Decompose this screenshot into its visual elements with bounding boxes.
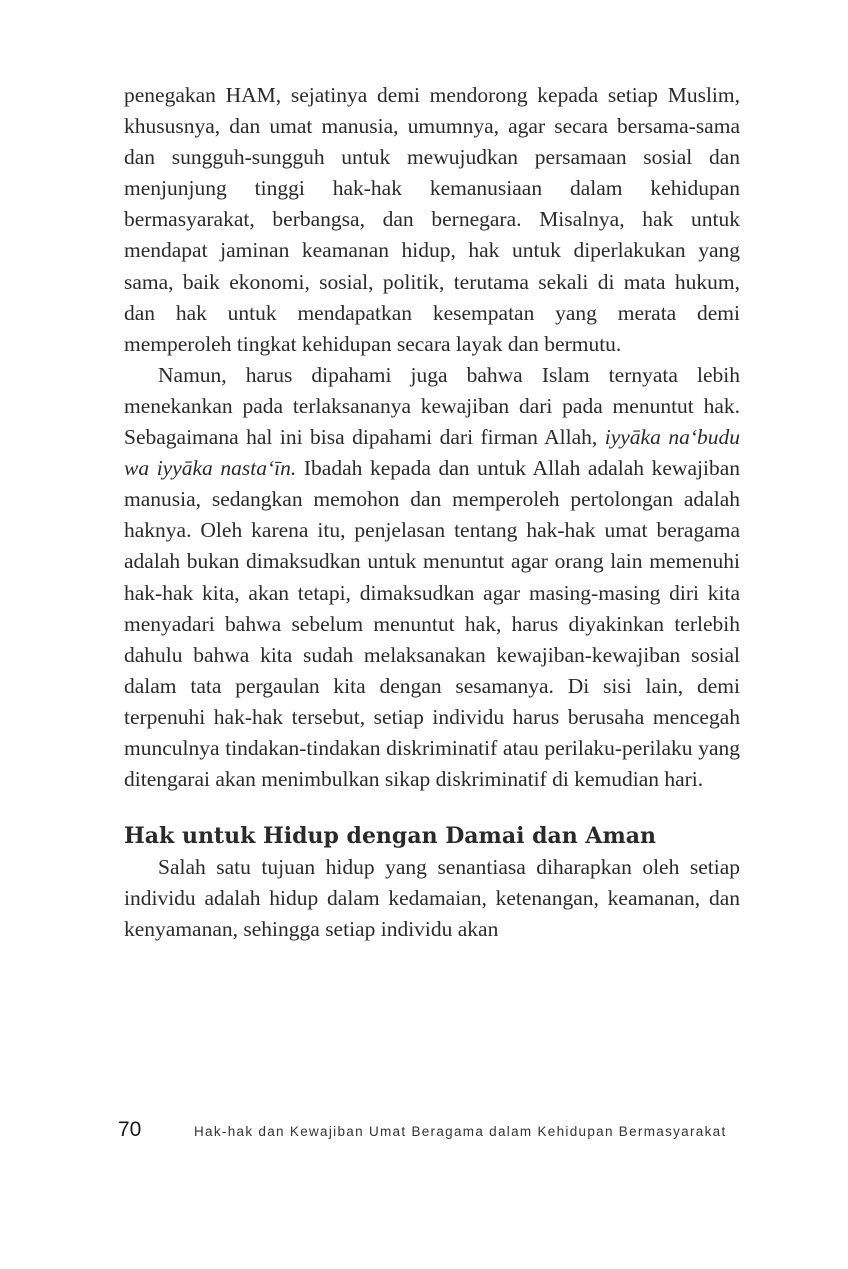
section-heading: Hak untuk Hidup dengan Damai dan Aman [124, 823, 656, 850]
paragraph-1: penegakan HAM, sejatinya demi mendorong kepada setiap Muslim, khususnya, dan umat manusia, umumnya, agar secara bersama-sama dan sungguh-sungguh untuk mewujudkan persamaan sosial dan menjunjung tinggi hak-hak kemanusiaan dalam kehidupan bermasyarakat, berbangsa, dan bernegara. Misalnya, hak untuk mendapat jaminan keamanan hidup, hak untuk diperlakukan yang sama, baik ekonomi, sosial, politik, terutama sekali di mata hukum, dan hak untuk mendapatkan kesempatan yang merata demi memperoleh tingkat kehidupan secara layak dan bermutu. [124, 83, 740, 356]
running-title: Hak-hak dan Kewajiban Umat Beragama dalam Kehidupan Bermasyarakat [194, 1124, 727, 1139]
paragraph-2 [124, 360, 740, 795]
quran-verse-transliteration: iyyāka na‘budu wa iyyāka nasta‘īn. [124, 425, 740, 481]
paragraph-3: Salah satu tujuan hidup yang senantiasa diharapkan oleh setiap individu adalah hidup dalam kedamaian, ketenangan, keamanan, dan kenyamanan, sehingga setiap individu akan [124, 855, 740, 942]
paragraph-2-text-b: Ibadah kepada dan untuk Allah adalah kewajiban manusia, sedangkan memohon dan memperoleh pertolongan adalah haknya. Oleh karena itu, penjelasan tentang hak-hak umat beragama adalah bukan dimaksudkan untuk menuntut agar orang lain memenuhi hak-hak kita, akan tetapi, dimaksudkan agar masing-masing diri kita menyadari bahwa sebelum menuntut hak, harus diyakinkan terlebih dahulu bahwa kita sudah melaksanakan kewajiban-kewajiban sosial dalam tata pergaulan kita dengan sesamanya. Di sisi lain, demi terpenuhi hak-hak tersebut, setiap individu harus berusaha mencegah munculnya tindakan-tindakan diskriminatif atau perilaku-perilaku yang ditengarai akan menimbulkan sikap diskriminatif di kemudian hari. [124, 456, 740, 792]
page-footer [118, 1118, 750, 1142]
body-text [124, 80, 740, 945]
paragraph-2-text-a: Namun, harus dipahami juga bahwa Islam ternyata lebih menekankan pada terlaksananya kewajiban dari pada menuntut hak. Sebagaimana hal ini bisa dipahami dari firman Allah, [124, 362, 740, 450]
page-number: 70 [118, 1118, 142, 1141]
